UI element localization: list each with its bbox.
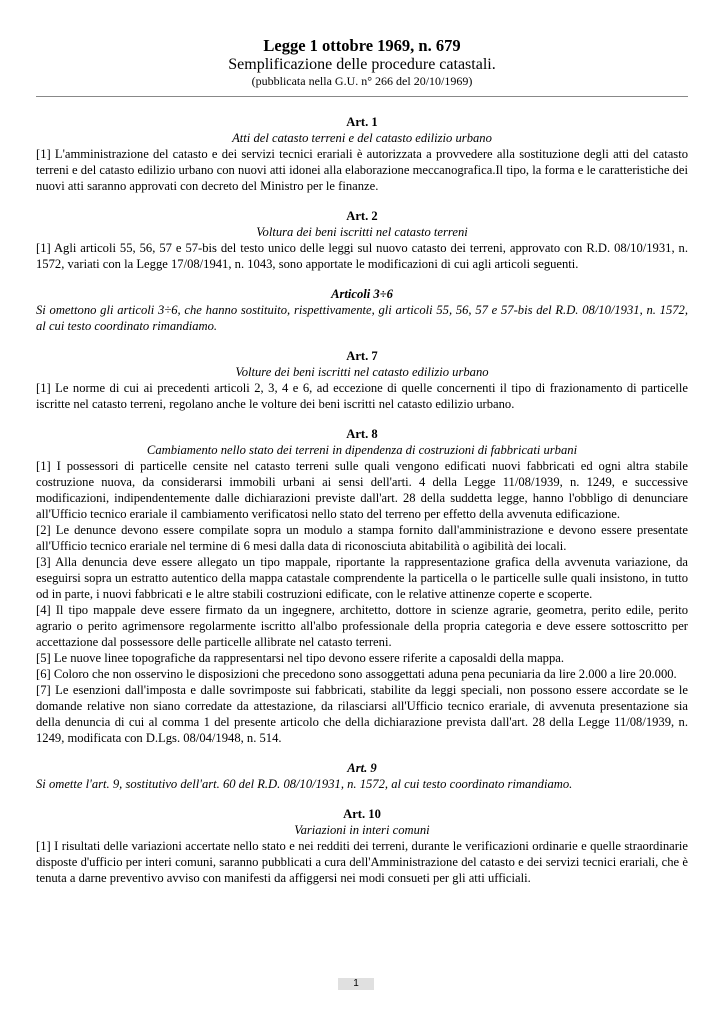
article [36, 208, 688, 272]
article-paragraph: [2] Le denunce devono essere compilate sopra un modulo a stampa fornito dall'amministrazione e devono essere presentate all'Ufficio tecnico erariale nel termine di 6 mesi dalla data di riconosciuta abitabilità o agibilità dei locali. [36, 523, 688, 553]
article-number: Articoli 3÷6 [331, 287, 393, 301]
article-paragraph: [1] Agli articoli 55, 56, 57 e 57-bis del testo unico delle leggi sul nuovo catasto dei terreni, approvato con R.D. 08/10/1931, n. 1572, variati con la Legge 17/08/1941, n. 1043, sono apportate le modificazioni di cui agli articoli seguenti. [36, 241, 688, 271]
article [36, 806, 688, 886]
article-paragraph: [1] L'amministrazione del catasto e dei servizi tecnici erariali è autorizzata a provvedere alla sostituzione degli atti del catasto terreni e del catasto edilizio urbano con nuovi atti idonei alla elaborazione meccanografica.Il tipo, la forma e le caratteristiche dei nuovi atti saranno approvati con decreto del Ministro per le finanze. [36, 147, 688, 193]
article-paragraph: [6] Coloro che non osservino le disposizioni che precedono sono assoggettati aduna pena pecuniaria da lire 2.000 a lire 20.000. [36, 667, 677, 681]
article-paragraph: Si omette l'art. 9, sostitutivo dell'art. 60 del R.D. 08/10/1931, n. 1572, al cui testo coordinato rimandiamo. [36, 777, 573, 791]
article-paragraph: [3] Alla denuncia deve essere allegato un tipo mappale, riportante la rappresentazione grafica della avvenuta variazione, da eseguirsi sopra un estratto autentico della mappa catastale comprendente la particella o le particelle sulle quali insistono, in tutto od in parte, i nuovi fabbricati e le altre stabili costruzioni edificate, con le relative attinenze coperte e scoperte. [36, 555, 688, 601]
header-divider [36, 96, 688, 97]
article [36, 286, 688, 334]
article [36, 426, 688, 746]
article-paragraph: [1] Le norme di cui ai precedenti articoli 2, 3, 4 e 6, ad eccezione di quelle concernenti il tipo di frazionamento di particelle iscritte nel catasto terreni, regolano anche le volture dei beni iscritti nel catasto edilizio urbano. [36, 381, 688, 411]
article-paragraph: Si omettono gli articoli 3÷6, che hanno sostituito, rispettivamente, gli articoli 55, 56, 57 e 57-bis del R.D. 08/10/1931, n. 1572, al cui testo coordinato rimandiamo. [36, 303, 688, 333]
article-title: Voltura dei beni iscritti nel catasto terreni [256, 225, 468, 239]
page-number: 1 [338, 978, 374, 990]
article-title: Cambiamento nello stato dei terreni in dipendenza di costruzioni di fabbricati urbani [146, 443, 578, 457]
article-number: Art. 7 [346, 349, 378, 363]
article-paragraph: [4] Il tipo mappale deve essere firmato da un ingegnere, architetto, dottore in scienze agrarie, geometra, perito edile, perito agrario o perito agrimensore regolarmente iscritto all'albo professionale della propria categoria e deve essere sottoscritto per accettazione dal possessore delle particelle allibrate nel catasto terreni. [36, 603, 688, 649]
article-title: Atti del catasto terreni e del catasto edilizio urbano [232, 131, 492, 145]
article-paragraph: [1] I risultati delle variazioni accertate nello stato e nei redditi dei terreni, durante le verificazioni ordinarie e quelle straordinarie disposte d'ufficio per interi comuni, saranno pubblicati a cura dell'Amministrazione del catasto e dei servizi tecnici erariali, che è tenuta a darne preventivo avviso con manifesti da affiggersi nei modi consueti per gli atti ufficiali. [36, 839, 688, 885]
article-title: Variazioni in interi comuni [294, 823, 430, 837]
article [36, 348, 688, 412]
article-title: Volture dei beni iscritti nel catasto edilizio urbano [235, 365, 489, 379]
document-page [36, 36, 688, 900]
article-paragraph: [5] Le nuove linee topografiche da rappresentarsi nel tipo devono essere riferite a caposaldi della mappa. [36, 651, 565, 665]
article [36, 114, 688, 194]
article-paragraph: [7] Le esenzioni dall'imposta e dalle sovrimposte sui fabbricati, stabilite da leggi speciali, non possono essere accordate se le domande relative non siano corredate da attestazione, da rilasciarsi all'Ufficio tecnico erariale, di avvenuta presentazione sia della denuncia di cui al comma 1 del presente articolo che della dichiarazione prevista dall'art. 28 della Legge 11/08/1939, n. 1249, modificata con D.Lgs. 08/04/1948, n. 514. [36, 683, 688, 745]
publication-note: (pubblicata nella G.U. n° 266 del 20/10/1969) [251, 74, 473, 88]
document-title: Legge 1 ottobre 1969, n. 679 [263, 36, 461, 55]
article-number: Art. 2 [346, 209, 378, 223]
articles-list [36, 114, 688, 886]
article-number: Art. 9 [347, 761, 377, 775]
article-paragraph: [1] I possessori di particelle censite nel catasto terreni sulle quali vengono edificati nuovi fabbricati ed ogni altra stabile costruzione nuova, da considerarsi immobili urbani ai sensi dell'arti. 4 della Legge 11/08/1939, n. 1249, e successive modificazioni, indipendentemente dalle dichiarazioni previste dall'art. 28 della suddetta legge, hanno l'obbligo di denunciare all'Ufficio tecnico erariale il cambiamento verificatosi nello stato del terreno per effetto della avvenuta edificazione. [36, 459, 688, 521]
article-number: Art. 8 [346, 427, 378, 441]
document-header [36, 36, 688, 89]
document-subtitle: Semplificazione delle procedure catastali. [228, 56, 496, 73]
article-number: Art. 10 [343, 807, 381, 821]
article-number: Art. 1 [346, 115, 378, 129]
article [36, 760, 688, 792]
